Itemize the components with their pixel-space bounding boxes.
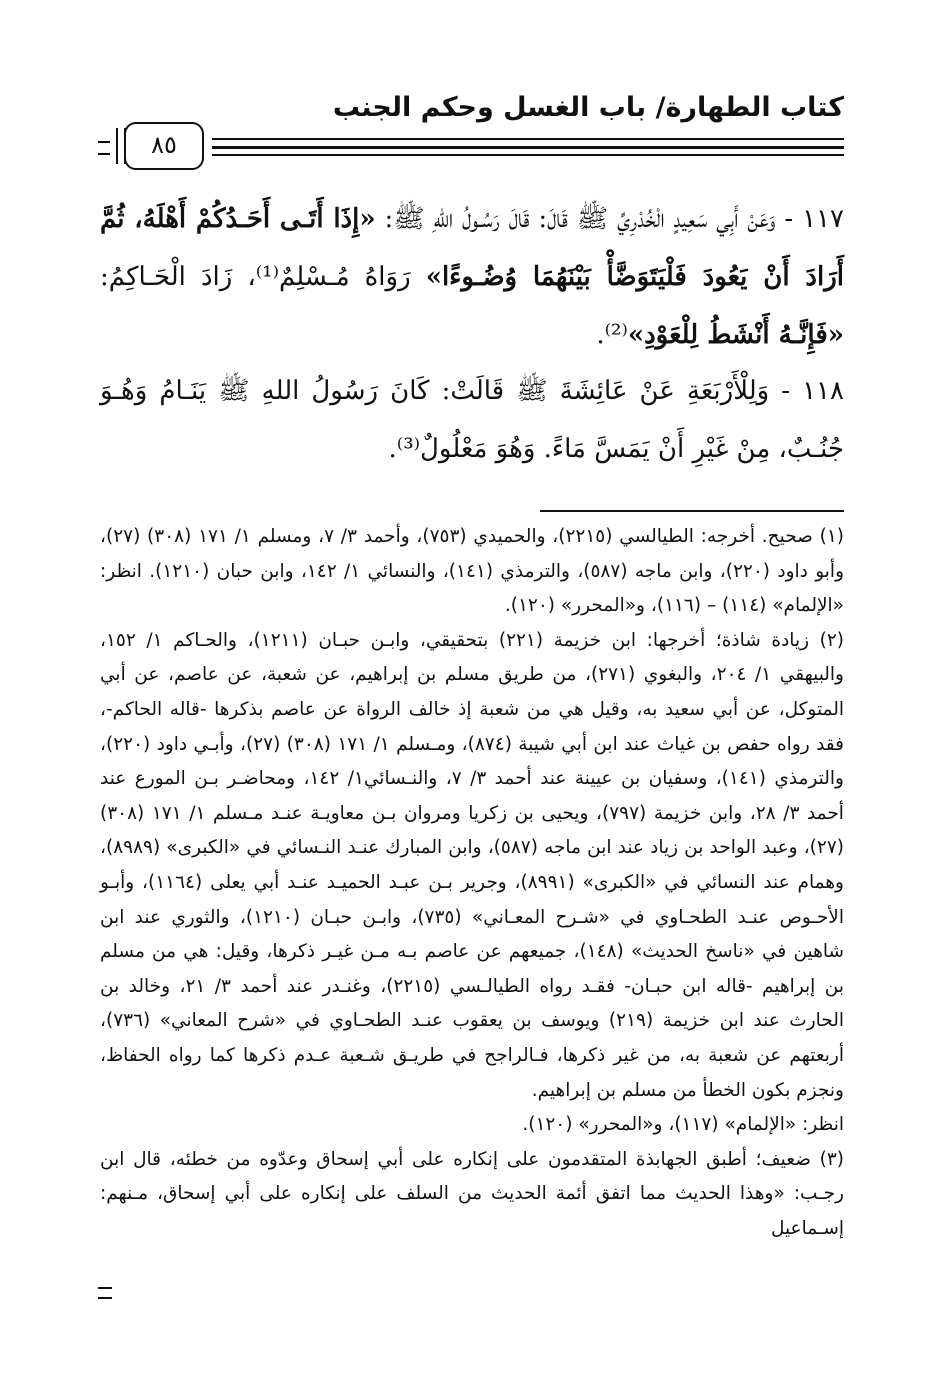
header-rule-end-mark bbox=[98, 141, 110, 155]
hadith-117 bbox=[100, 190, 844, 364]
footnote-2: (٢) زيادة شاذة؛ أخرجها: ابن خزيمة (٢٢١) بتحقيقي، وابـن حبـان (١٢١١)، والحـاكم ١/ ١٥٢، والبيهقي ١/ ٢٠٤، والبغوي (٢٧١)، من طريق مسلم بن إبراهيم، عن شعبة، عن عاصم، عن أبي المتوكل، عن أبي سعيد به، وقيل هي من شعبة إذ خالف الرواة عن عاصم بذكرها -قاله الحاكم-، فقد رواه حفص بن غياث عند ابن أبي شيبة (٨٧٤)، ومـسلم ١/ ١٧١ (٣٠٨) (٢٧)، وأبـي داود (٢٢٠)، والترمذي (١٤١)، وسفيان بن عيينة عند أحمد ٣/ ٧، والنـسائي١/ ١٤٢، ومحاضـر بـن المورع عند أحمد ٣/ ٢٨، وابن خزيمة (٧٩٧)، ويحيى بن زكريا ومروان بـن معاويـة عنـد مـسلم ١/ ١٧١ (٣٠٨) (٢٧)، وعبد الواحد بن زياد عند ابن ماجه (٥٨٧)، وابن المبارك عنـد النـسائي في «الكبرى» (٨٩٨٩)، وهمام عند النسائي في «الكبرى» (٨٩٩١)، وجرير بـن عبـد الحميـد عنـد أبي يعلى (١١٦٤)، وأبـو الأحـوص عنـد الطحـاوي في «شـرح المعـاني» (٧٣٥)، وابـن حبـان (١٢١٠)، والثوري عند ابن شاهين في «ناسخ الحديث» (١٤٨)، جميعهم عن عاصم بـه مـن غيـر ذكرها، وقيل: هي من مسلم بن إبراهيم -قاله ابن حبـان- فقـد رواه الطيالـسي (٢٢١٥)، وغنـدر عند أحمد ٣/ ٢١، وخالد بن الحارث عند ابن خزيمة (٢١٩) ويوسف بن يعقوب عنـد الطحـاوي في «شرح المعاني» (٧٣٦)، أربعتهم عن شعبة به، من غير ذكرها، فـالراجح في طريـق شـعبة عـدم ذكرها كما رواه الحفاظ، ونجزم بكون الخطأ من مسلم بن إبراهيم. bbox=[100, 629, 845, 1101]
header-rule-bottom bbox=[212, 154, 844, 156]
hadith-118-intro: ١١٨ - وَلِلْأَرْبَعَةِ عَنْ عَائِشَةَ ﷺ قَالَتْ: كَانَ رَسُولُ اللهِ ﷺ bbox=[206, 376, 844, 406]
hadith-118 bbox=[100, 362, 844, 478]
page-number-text: ٨٥ bbox=[151, 131, 177, 159]
header-rule-middle bbox=[212, 146, 844, 149]
header-rule-top bbox=[212, 138, 844, 140]
hadith-117-end: ⁽²⁾. bbox=[596, 320, 628, 350]
running-title: كتاب الطهارة/ باب الغسل وحكم الجنب bbox=[332, 92, 844, 123]
hadith-118-grading: وَهُوَ مَعْلُولٌ⁽³⁾. bbox=[388, 434, 544, 464]
hadith-117-attribution: رَوَاهُ مُـسْلِمٌ⁽¹⁾، زَادَ الْحَـاكِمُ: bbox=[100, 262, 426, 292]
hadith-118-text: يَنَـامُ وَهُـوَ جُنُـبٌ، مِنْ غَيْرِ أَنْ يَمَسَّ مَاءً. bbox=[100, 376, 844, 464]
footnotes bbox=[100, 520, 844, 1246]
page-number bbox=[124, 122, 204, 170]
footnote-1: (١) صحيح. أخرجه: الطيالسي (٢٢١٥)، والحميدي (٧٥٣)، وأحمد ٣/ ٧، ومسلم ١/ ١٧١ (٣٠٨) (٢٧)، وأبو داود (٢٢٠)، وابن ماجه (٥٨٧)، والترمذي (١٤١)، والنسائي ١/ ١٤٢، وابن حبان (١٢١٠). انظر: «الإلمام» (١١٤) – (١١٦)، و«المحرر» (١٢٠). bbox=[100, 526, 844, 617]
footnote-3: (٣) ضعيف؛ أطبق الجهابذة المتقدمون على إنكاره على أبي إسحاق وعدّوه من خطئه، قال ابن رجـب: «وهذا الحديث مما اتفق أئمة الحديث من السلف على إنكاره على أبي إسحاق، مـنهم: إسـماعيل bbox=[100, 1148, 844, 1239]
hadith-117-quote: «إِذَا أَتَـى أَحَـدُكُمْ أَهْلَهُ، ثُمَّ أَرَادَ أَنْ يَعُودَ فَلْيَتَوَضَّأْ بَيْنَهُمَا وُضُـوءًا» bbox=[100, 204, 844, 292]
footnote-separator bbox=[540, 510, 844, 512]
footnote-2-see-also: انظر: «الإلمام» (١١٧)، و«المحرر» (١٢٠). bbox=[522, 1114, 844, 1136]
hadith-117-intro: ١١٧ - وَعَنْ أَبِي سَعِيدٍ الْخُدْرِيِّ ﷺ قَالَ: قَالَ رَسُـولُ اللهِ ﷺ: bbox=[375, 204, 844, 234]
continuation-mark bbox=[98, 1287, 112, 1299]
hadith-117-addition: «فَإِنَّـهُ أَنْشَطُ لِلْعَوْدِ» bbox=[627, 320, 844, 350]
